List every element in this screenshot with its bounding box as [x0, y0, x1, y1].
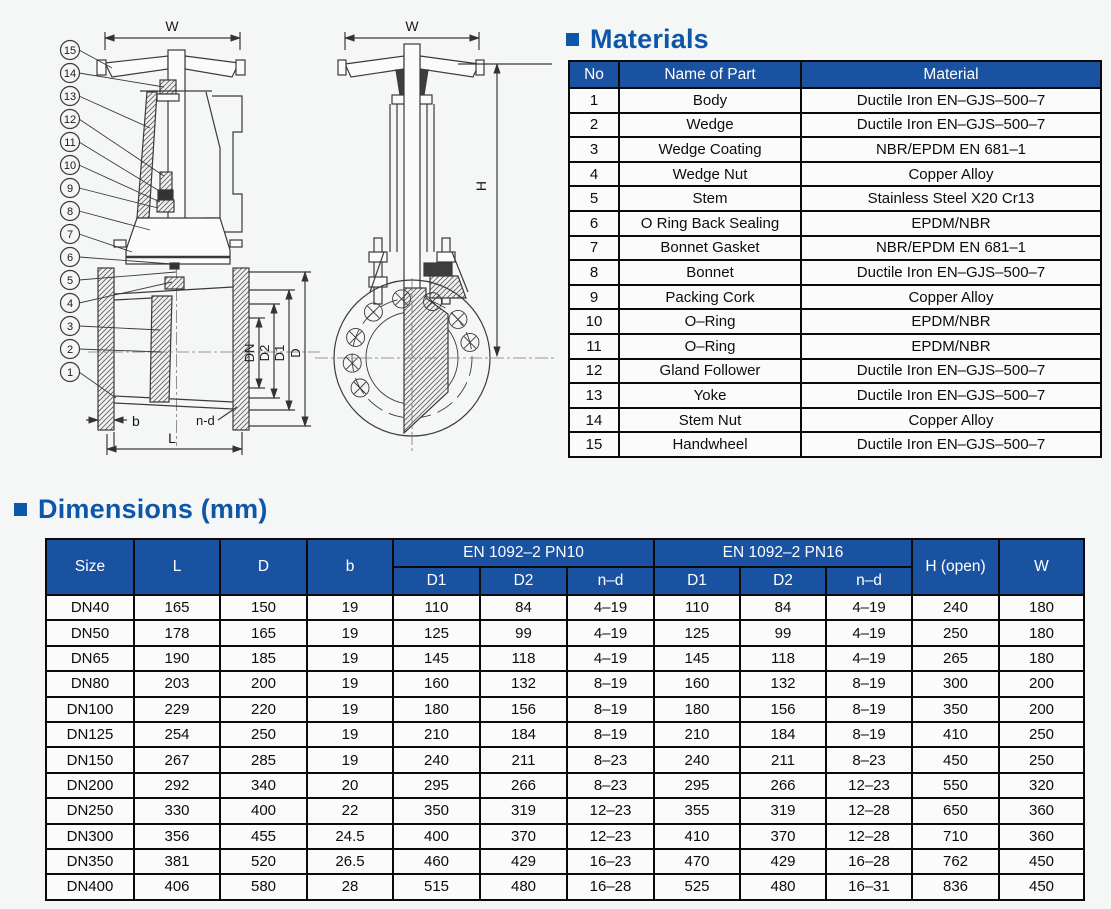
- table-cell: DN50: [46, 620, 134, 645]
- table-cell: 4–19: [826, 595, 912, 620]
- callout-number: 8: [66, 206, 74, 218]
- materials-header-row: [569, 61, 1101, 88]
- table-cell: 125: [654, 620, 740, 645]
- table-cell: NBR/EPDM EN 681–1: [801, 236, 1101, 261]
- table-cell: 370: [480, 824, 567, 849]
- callout-number: 10: [63, 160, 77, 172]
- table-cell: NBR/EPDM EN 681–1: [801, 137, 1101, 162]
- materials-row: [569, 113, 1101, 138]
- table-cell: 184: [740, 722, 826, 747]
- table-cell: 355: [654, 798, 740, 823]
- table-cell: 265: [912, 646, 999, 671]
- materials-row: [569, 285, 1101, 310]
- dimensions-row: [46, 595, 1084, 620]
- table-cell: 266: [480, 773, 567, 798]
- table-cell: 12: [569, 359, 619, 384]
- table-cell: 450: [999, 849, 1084, 874]
- table-cell: DN400: [46, 874, 134, 899]
- table-cell: 19: [307, 722, 393, 747]
- table-cell: 16–31: [826, 874, 912, 899]
- table-cell: 16–28: [826, 849, 912, 874]
- table-cell: 460: [393, 849, 480, 874]
- materials-row: [569, 359, 1101, 384]
- table-cell: Stem Nut: [619, 408, 801, 433]
- table-cell: 8–19: [826, 697, 912, 722]
- table-cell: 210: [654, 722, 740, 747]
- table-cell: 16–23: [567, 849, 654, 874]
- table-cell: 200: [999, 697, 1084, 722]
- table-cell: 240: [654, 747, 740, 772]
- callout-leader-line: [79, 96, 150, 128]
- table-cell: 356: [134, 824, 220, 849]
- dimensions-row: [46, 798, 1084, 823]
- table-cell: 480: [740, 874, 826, 899]
- table-cell: Stainless Steel X20 Cr13: [801, 186, 1101, 211]
- materials-row: [569, 88, 1101, 113]
- table-cell: 266: [740, 773, 826, 798]
- table-cell: DN150: [46, 747, 134, 772]
- callout-number: 3: [66, 321, 74, 333]
- table-cell: 185: [220, 646, 307, 671]
- materials-row: [569, 137, 1101, 162]
- dimensions-row: [46, 824, 1084, 849]
- table-cell: DN300: [46, 824, 134, 849]
- table-cell: 184: [480, 722, 567, 747]
- table-cell: 520: [220, 849, 307, 874]
- materials-row: [569, 236, 1101, 261]
- table-cell: Yoke: [619, 383, 801, 408]
- col-header-pn16-d2: D2: [740, 567, 826, 595]
- materials-row: [569, 162, 1101, 187]
- table-cell: 2: [569, 113, 619, 138]
- table-cell: 3: [569, 137, 619, 162]
- table-cell: 650: [912, 798, 999, 823]
- table-cell: 132: [480, 671, 567, 696]
- table-cell: 13: [569, 383, 619, 408]
- table-cell: 4–19: [826, 646, 912, 671]
- table-cell: 19: [307, 671, 393, 696]
- callout-number: 12: [63, 114, 77, 126]
- table-cell: 406: [134, 874, 220, 899]
- materials-row: [569, 211, 1101, 236]
- table-cell: 350: [912, 697, 999, 722]
- table-cell: 132: [740, 671, 826, 696]
- table-cell: EPDM/NBR: [801, 309, 1101, 334]
- table-cell: 20: [307, 773, 393, 798]
- table-cell: Body: [619, 88, 801, 113]
- table-cell: 4: [569, 162, 619, 187]
- callout-number: 14: [63, 68, 77, 80]
- table-cell: 8–19: [567, 697, 654, 722]
- table-cell: Bonnet: [619, 260, 801, 285]
- table-cell: 240: [912, 595, 999, 620]
- table-cell: 1: [569, 88, 619, 113]
- table-cell: 9: [569, 285, 619, 310]
- table-cell: 8: [569, 260, 619, 285]
- table-cell: Stem: [619, 186, 801, 211]
- table-cell: 12–28: [826, 798, 912, 823]
- table-cell: Gland Follower: [619, 359, 801, 384]
- col-header-d: D: [220, 539, 307, 595]
- table-cell: 19: [307, 646, 393, 671]
- table-cell: 220: [220, 697, 307, 722]
- callout-leader-line: [79, 272, 176, 280]
- dim-label-d2: D2: [257, 344, 272, 362]
- table-cell: Copper Alloy: [801, 162, 1101, 187]
- bolt-hole-cross: [350, 331, 362, 343]
- square-bullet-icon: [566, 33, 579, 46]
- table-cell: 156: [740, 697, 826, 722]
- col-header-h-open: H (open): [912, 539, 999, 595]
- table-cell: DN125: [46, 722, 134, 747]
- table-cell: Packing Cork: [619, 285, 801, 310]
- materials-table: [568, 60, 1102, 458]
- table-cell: 319: [480, 798, 567, 823]
- table-cell: 370: [740, 824, 826, 849]
- table-cell: 360: [999, 824, 1084, 849]
- callout-leader-line: [79, 326, 160, 330]
- table-cell: 6: [569, 211, 619, 236]
- table-cell: 118: [740, 646, 826, 671]
- callout-number: 4: [66, 298, 74, 310]
- table-cell: 99: [480, 620, 567, 645]
- col-group-pn10: EN 1092–2 PN10: [393, 539, 654, 567]
- table-cell: 340: [220, 773, 307, 798]
- table-cell: 156: [480, 697, 567, 722]
- table-cell: 319: [740, 798, 826, 823]
- table-cell: Ductile Iron EN–GJS–500–7: [801, 260, 1101, 285]
- materials-row: [569, 408, 1101, 433]
- table-cell: 110: [654, 595, 740, 620]
- materials-row: [569, 432, 1101, 457]
- table-cell: 320: [999, 773, 1084, 798]
- dimensions-heading: Dimensions (mm): [38, 494, 268, 524]
- table-cell: DN65: [46, 646, 134, 671]
- table-cell: 19: [307, 697, 393, 722]
- table-cell: 19: [307, 595, 393, 620]
- gate-valve-technical-drawing: [0, 0, 565, 482]
- table-cell: 8–19: [826, 722, 912, 747]
- dimensions-row: [46, 773, 1084, 798]
- table-cell: 11: [569, 334, 619, 359]
- table-cell: 4–19: [567, 620, 654, 645]
- callout-leader-line: [79, 50, 112, 68]
- table-cell: 26.5: [307, 849, 393, 874]
- dim-label-nd: n-d: [196, 413, 215, 428]
- materials-row: [569, 309, 1101, 334]
- table-cell: 19: [307, 747, 393, 772]
- dimensions-row: [46, 646, 1084, 671]
- table-cell: Wedge: [619, 113, 801, 138]
- table-cell: 180: [999, 595, 1084, 620]
- table-cell: Wedge Nut: [619, 162, 801, 187]
- table-cell: 8–23: [826, 747, 912, 772]
- bolt-hole-cross: [354, 382, 366, 394]
- table-cell: 250: [999, 747, 1084, 772]
- table-cell: 110: [393, 595, 480, 620]
- table-cell: 12–23: [567, 824, 654, 849]
- table-cell: 267: [134, 747, 220, 772]
- col-group-pn16: EN 1092–2 PN16: [654, 539, 912, 567]
- table-cell: EPDM/NBR: [801, 211, 1101, 236]
- table-cell: O Ring Back Sealing: [619, 211, 801, 236]
- col-header-l: L: [134, 539, 220, 595]
- dimensions-table: [45, 538, 1085, 901]
- table-cell: 5: [569, 186, 619, 211]
- table-cell: 211: [740, 747, 826, 772]
- materials-row: [569, 334, 1101, 359]
- table-cell: 229: [134, 697, 220, 722]
- table-cell: 525: [654, 874, 740, 899]
- table-cell: Ductile Iron EN–GJS–500–7: [801, 88, 1101, 113]
- table-cell: DN350: [46, 849, 134, 874]
- table-cell: 580: [220, 874, 307, 899]
- table-cell: 4–19: [567, 646, 654, 671]
- table-cell: 15: [569, 432, 619, 457]
- callout-leader-line: [79, 349, 162, 352]
- table-cell: 381: [134, 849, 220, 874]
- table-cell: Ductile Iron EN–GJS–500–7: [801, 383, 1101, 408]
- table-cell: 19: [307, 620, 393, 645]
- callout-number: 6: [66, 252, 74, 264]
- dim-label-h: H: [473, 180, 489, 192]
- col-header-b: b: [307, 539, 393, 595]
- dim-label-d: D: [288, 348, 303, 358]
- table-cell: 710: [912, 824, 999, 849]
- table-cell: 14: [569, 408, 619, 433]
- dim-label-w-section: W: [165, 18, 179, 34]
- table-cell: DN100: [46, 697, 134, 722]
- col-header-size: Size: [46, 539, 134, 595]
- col-header-pn16-d1: D1: [654, 567, 740, 595]
- materials-heading: Materials: [590, 24, 709, 54]
- table-cell: 515: [393, 874, 480, 899]
- table-cell: 211: [480, 747, 567, 772]
- table-cell: 84: [480, 595, 567, 620]
- table-cell: 8–19: [826, 671, 912, 696]
- table-cell: 410: [912, 722, 999, 747]
- table-cell: 250: [999, 722, 1084, 747]
- table-cell: Ductile Iron EN–GJS–500–7: [801, 432, 1101, 457]
- table-cell: 8–19: [567, 722, 654, 747]
- table-cell: 250: [220, 722, 307, 747]
- table-cell: 125: [393, 620, 480, 645]
- table-cell: 160: [654, 671, 740, 696]
- table-cell: 450: [912, 747, 999, 772]
- square-bullet-icon: [14, 503, 27, 516]
- col-header-pn16-nd: n–d: [826, 567, 912, 595]
- table-cell: 12–23: [567, 798, 654, 823]
- table-cell: 300: [912, 671, 999, 696]
- table-cell: O–Ring: [619, 309, 801, 334]
- table-cell: Wedge Coating: [619, 137, 801, 162]
- table-cell: 200: [999, 671, 1084, 696]
- dimensions-row: [46, 874, 1084, 899]
- table-cell: Copper Alloy: [801, 285, 1101, 310]
- table-cell: 250: [912, 620, 999, 645]
- dimensions-row: [46, 722, 1084, 747]
- table-cell: 118: [480, 646, 567, 671]
- dim-label-w-front: W: [405, 18, 419, 34]
- table-cell: 16–28: [567, 874, 654, 899]
- dim-label-b: b: [132, 413, 140, 429]
- table-cell: 360: [999, 798, 1084, 823]
- table-cell: Ductile Iron EN–GJS–500–7: [801, 359, 1101, 384]
- materials-row: [569, 260, 1101, 285]
- callout-number: 2: [66, 344, 74, 356]
- table-cell: 400: [220, 798, 307, 823]
- dimensions-row: [46, 697, 1084, 722]
- table-cell: 7: [569, 236, 619, 261]
- table-cell: 200: [220, 671, 307, 696]
- table-cell: 4–19: [567, 595, 654, 620]
- col-header-pn10-nd: n–d: [567, 567, 654, 595]
- bolt-hole-cross: [367, 306, 379, 318]
- table-cell: DN80: [46, 671, 134, 696]
- table-cell: 12–23: [826, 773, 912, 798]
- table-cell: 550: [912, 773, 999, 798]
- table-cell: 480: [480, 874, 567, 899]
- table-cell: 285: [220, 747, 307, 772]
- table-cell: 99: [740, 620, 826, 645]
- table-cell: 836: [912, 874, 999, 899]
- col-header-no: No: [569, 61, 619, 88]
- table-cell: 165: [134, 595, 220, 620]
- dimensions-row: [46, 620, 1084, 645]
- table-cell: 295: [393, 773, 480, 798]
- table-cell: 292: [134, 773, 220, 798]
- table-cell: 10: [569, 309, 619, 334]
- table-cell: Bonnet Gasket: [619, 236, 801, 261]
- table-cell: 22: [307, 798, 393, 823]
- table-cell: 203: [134, 671, 220, 696]
- dimensions-header-row-1: [46, 539, 1084, 567]
- callout-number: 7: [66, 229, 74, 241]
- table-cell: 160: [393, 671, 480, 696]
- table-cell: O–Ring: [619, 334, 801, 359]
- table-cell: 165: [220, 620, 307, 645]
- table-cell: 429: [480, 849, 567, 874]
- table-cell: 455: [220, 824, 307, 849]
- col-header-material: Material: [801, 61, 1101, 88]
- materials-row: [569, 383, 1101, 408]
- table-cell: 24.5: [307, 824, 393, 849]
- table-cell: 145: [393, 646, 480, 671]
- col-header-name-of-part: Name of Part: [619, 61, 801, 88]
- table-cell: 190: [134, 646, 220, 671]
- materials-row: [569, 186, 1101, 211]
- table-cell: 350: [393, 798, 480, 823]
- table-cell: 210: [393, 722, 480, 747]
- callout-number: 15: [63, 45, 77, 57]
- table-cell: 470: [654, 849, 740, 874]
- table-cell: 4–19: [826, 620, 912, 645]
- table-cell: 180: [654, 697, 740, 722]
- table-cell: 150: [220, 595, 307, 620]
- table-cell: Copper Alloy: [801, 408, 1101, 433]
- table-cell: DN200: [46, 773, 134, 798]
- dim-label-dn: DN: [242, 343, 257, 363]
- table-cell: 8–23: [567, 747, 654, 772]
- table-cell: 450: [999, 874, 1084, 899]
- dimensions-row: [46, 671, 1084, 696]
- table-cell: 240: [393, 747, 480, 772]
- dimensions-row: [46, 849, 1084, 874]
- table-cell: 180: [393, 697, 480, 722]
- table-cell: 28: [307, 874, 393, 899]
- table-cell: 400: [393, 824, 480, 849]
- bolt-hole-cross: [464, 336, 476, 348]
- callout-number: 1: [66, 367, 74, 379]
- table-cell: 180: [999, 646, 1084, 671]
- table-cell: 178: [134, 620, 220, 645]
- col-header-pn10-d1: D1: [393, 567, 480, 595]
- col-header-w: W: [999, 539, 1084, 595]
- table-cell: 410: [654, 824, 740, 849]
- table-cell: 8–19: [567, 671, 654, 696]
- callout-number: 11: [64, 137, 76, 149]
- col-header-pn10-d2: D2: [480, 567, 567, 595]
- table-cell: 330: [134, 798, 220, 823]
- table-cell: EPDM/NBR: [801, 334, 1101, 359]
- table-cell: 762: [912, 849, 999, 874]
- table-cell: 295: [654, 773, 740, 798]
- dimensions-section-title: [14, 494, 268, 525]
- table-cell: 429: [740, 849, 826, 874]
- table-cell: 254: [134, 722, 220, 747]
- table-cell: 180: [999, 620, 1084, 645]
- dim-label-l: L: [168, 430, 176, 446]
- bolt-hole-cross: [452, 313, 464, 325]
- callout-number: 13: [63, 91, 77, 103]
- table-cell: Handwheel: [619, 432, 801, 457]
- table-cell: 84: [740, 595, 826, 620]
- table-cell: 12–28: [826, 824, 912, 849]
- dim-label-d1: D1: [272, 344, 287, 362]
- table-cell: DN40: [46, 595, 134, 620]
- dimensions-row: [46, 747, 1084, 772]
- table-cell: DN250: [46, 798, 134, 823]
- materials-section-title: [566, 24, 709, 55]
- callout-number: 5: [66, 275, 74, 287]
- table-cell: Ductile Iron EN–GJS–500–7: [801, 113, 1101, 138]
- table-cell: 8–23: [567, 773, 654, 798]
- table-cell: 145: [654, 646, 740, 671]
- sectional-view: [86, 32, 320, 455]
- callout-number: 9: [66, 183, 74, 195]
